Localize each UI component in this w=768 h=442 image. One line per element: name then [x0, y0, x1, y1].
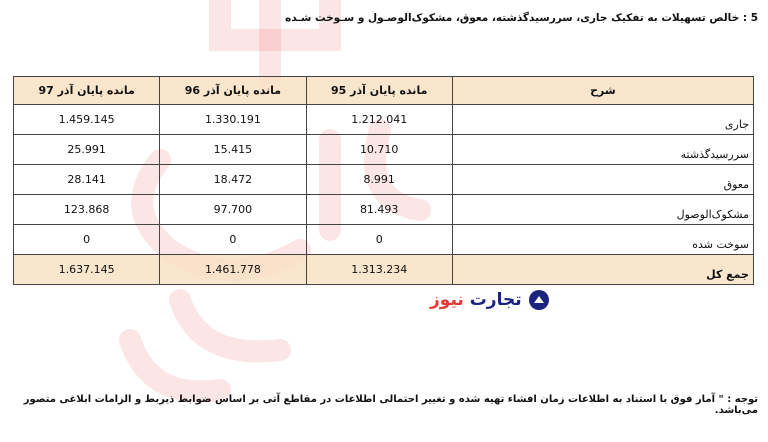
row-label: مشکوک‌الوصول	[452, 195, 753, 225]
table-row	[14, 225, 754, 255]
cell-value: 0	[160, 225, 306, 255]
cell-value: 0	[14, 225, 160, 255]
tejarat-news-logo	[430, 285, 550, 315]
logo-wordmark	[430, 290, 522, 310]
tejarat-news-logo-icon	[528, 289, 550, 311]
table-row	[14, 195, 754, 225]
cell-value: 1.330.191	[160, 105, 306, 135]
cell-value: 1.459.145	[14, 105, 160, 135]
cell-value: 97.700	[160, 195, 306, 225]
cell-value: 10.710	[306, 135, 452, 165]
total-row	[14, 255, 754, 285]
table-row	[14, 105, 754, 135]
total-value: 1.313.234	[306, 255, 452, 285]
cell-value: 81.493	[306, 195, 452, 225]
column-header: شرح	[452, 77, 753, 105]
logo-text-part1: تجارت	[469, 290, 522, 310]
table-header-row	[14, 77, 754, 105]
column-header: مانده پایان آذر 95	[306, 77, 452, 105]
row-label: جاری	[452, 105, 753, 135]
cell-value: 1.212.041	[306, 105, 452, 135]
row-label: سررسیدگذشته	[452, 135, 753, 165]
cell-value: 0	[306, 225, 452, 255]
row-label: سوخت شده	[452, 225, 753, 255]
logo-text-part2: نیوز	[430, 290, 464, 310]
column-header: مانده پایان آذر 96	[160, 77, 306, 105]
total-value: 1.461.778	[160, 255, 306, 285]
column-header: مانده پایان آذر 97	[14, 77, 160, 105]
table-row	[14, 135, 754, 165]
cell-value: 15.415	[160, 135, 306, 165]
cell-value: 18.472	[160, 165, 306, 195]
cell-value: 28.141	[14, 165, 160, 195]
row-label: معوق	[452, 165, 753, 195]
total-label: جمع کل	[452, 255, 753, 285]
facilities-table	[13, 76, 754, 285]
footnote: توجه : " آمار فوق با استناد به اطلاعات زمان افشاء تهیه شده و تغییر احتمالی اطلاعات در مقاطع آتی بر اساس ضوابط ذیربط و الزامات ابلاغی متصور می‌باشد.	[23, 394, 758, 416]
cell-value: 123.868	[14, 195, 160, 225]
table-row	[14, 165, 754, 195]
total-value: 1.637.145	[14, 255, 160, 285]
cell-value: 25.991	[14, 135, 160, 165]
section-heading: 5 : خالص تسهیلات به تفکیک جاری، سررسیدگذشته، معوق، مشکوک‌الوصـول و سـوخت شـده	[285, 12, 758, 24]
cell-value: 8.991	[306, 165, 452, 195]
